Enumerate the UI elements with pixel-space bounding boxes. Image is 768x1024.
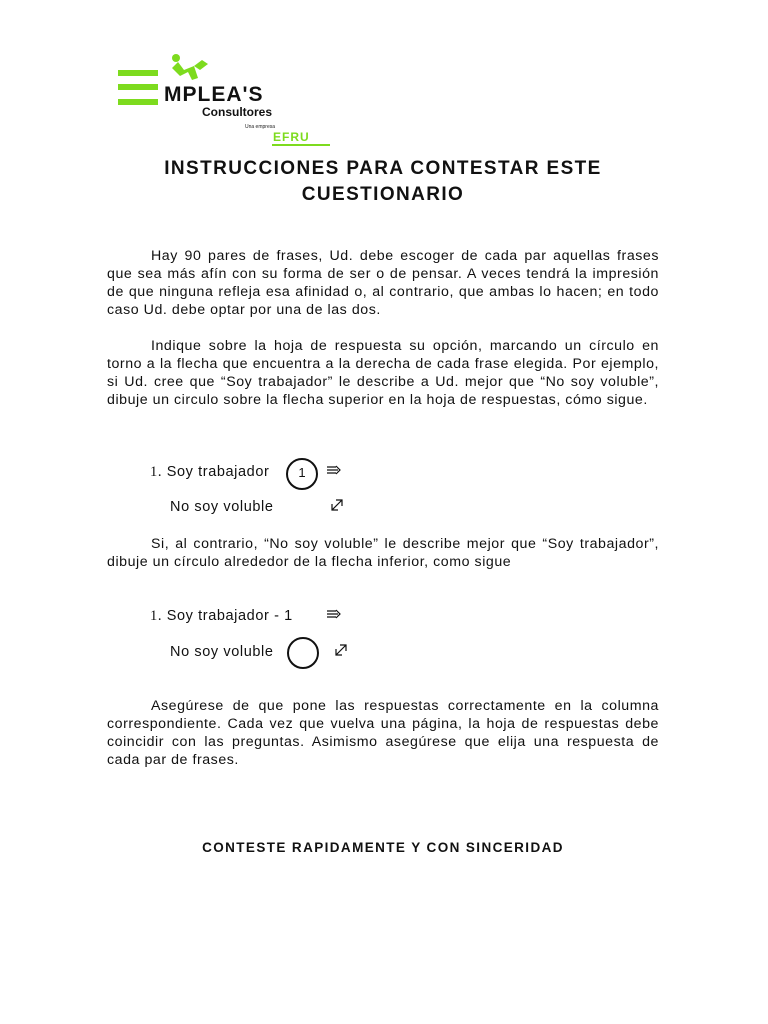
example2-phrase-a: Soy trabajador (166, 608, 270, 624)
arrow-up-right-icon (334, 643, 350, 657)
footer-note: CONTESTE RAPIDAMENTE Y CON SINCERIDAD (202, 840, 564, 855)
paragraph-closing: Asegúrese de que pone las respuestas correctamente en la columna correspondiente. Cada vez que vuelva una página, la hoja de respuestas debe coincidir con las preguntas. Asimismo asegúrese que elija una respuesta de cada par de frases. (107, 698, 659, 768)
example1-line-b: No soy voluble (170, 499, 274, 515)
logo-brand: MPLEA'S (164, 83, 264, 106)
paragraph-intro: Hay 90 pares de frases, Ud. debe escoger de cada par aquellas frases que sea más afín con su forma de ser o de pensar. A veces tendrá la impresión de que ninguna refleja esa afinidad o, al contrario, que ambas lo hacen; en todo caso Ud. debe optar por una de las dos. (107, 248, 659, 318)
example1-line-a (150, 463, 269, 481)
page-title: INSTRUCCIONES PARA CONTESTAR ESTE CUESTIONARIO (164, 158, 602, 205)
example2-dash: - (274, 608, 280, 624)
example1-number: 1. (150, 464, 163, 480)
arrow-right-icon (326, 463, 342, 477)
example2-line-a (150, 607, 293, 625)
paragraph-alternative: Si, al contrario, “No soy voluble” le describe mejor que “Soy trabajador”, dibuje un círculo alrededor de la flecha inferior, como sigue (107, 536, 659, 570)
example1-answer-circle (286, 458, 318, 490)
arrow-right-icon (326, 607, 342, 621)
example1-circled-value: 1 (298, 465, 306, 480)
logo-group-prefix: Una empresa (245, 124, 276, 130)
company-logo (104, 48, 344, 152)
logo-underline (272, 144, 330, 146)
logo-bar (118, 84, 158, 90)
example2-value: 1 (284, 608, 293, 624)
paragraph-instructions: Indique sobre la hoja de respuesta su opción, marcando un círculo en torno a la flecha que encuentra a la derecha de cada frase elegida. Por ejemplo, si Ud. cree que “Soy trabajador” le describe a Ud. mejor que “No soy voluble”, dibuje un circulo sobre la flecha superior en la hoja de respuestas, cómo sigue. (107, 338, 659, 408)
logo-bar (118, 70, 158, 76)
logo-subtitle: Consultores (202, 105, 273, 119)
example2-answer-circle (287, 637, 319, 669)
example2-line-b: No soy voluble (170, 644, 274, 660)
logo-bar (118, 99, 158, 105)
logo-group-name: EFRU (273, 130, 310, 144)
example2-number: 1. (150, 608, 163, 624)
arrow-up-right-icon (330, 498, 346, 512)
example1-phrase-a: Soy trabajador (166, 464, 270, 480)
